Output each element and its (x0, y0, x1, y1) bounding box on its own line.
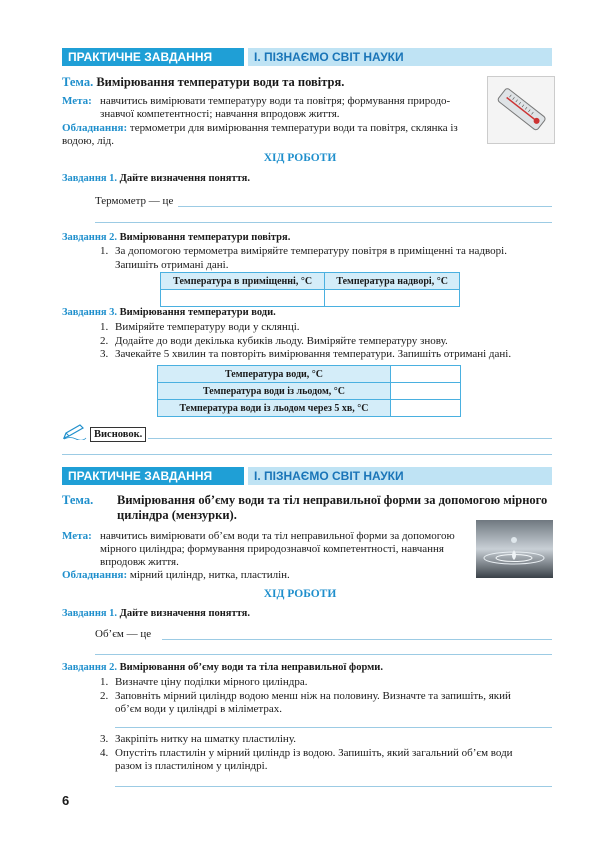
table-row-header: Температура води, °С (158, 366, 391, 383)
task-1-heading (62, 608, 250, 619)
table-row-header: Температура води із льодом через 5 хв, °С (158, 400, 391, 417)
table-input-cell[interactable] (161, 290, 325, 307)
list-number: 2. (100, 689, 109, 702)
water-temperature-table (157, 365, 461, 417)
banner-section-title: І. ПІЗНАЄМО СВІТ НАУКИ (248, 48, 552, 66)
list-number: 4. (100, 746, 109, 759)
equipment-text: мірний циліндр, нитка, пластилін. (129, 569, 290, 581)
page-number: 6 (62, 793, 70, 808)
task-text: Дайте визначення поняття. (119, 608, 250, 619)
section-banner (62, 467, 552, 485)
answer-line[interactable] (95, 654, 552, 655)
task-label: Завдання 1. (62, 608, 118, 619)
term-thermometer: Термометр — це (95, 195, 174, 207)
topic-label: Тема. (62, 493, 94, 507)
goal-text-line: навчитись вимірювати об’єм води та тіл неправильної форми за допомогою (100, 530, 455, 542)
goal-text-line: мірного циліндра; формування природознавчої компетентності, навчання (100, 543, 444, 555)
answer-line[interactable] (162, 639, 552, 640)
task-text: Вимірювання об’єму води та тіла неправильної форми. (119, 662, 383, 673)
list-item-text: об’єм води у циліндрі в міліметрах. (115, 703, 283, 715)
task-2-list-continued (100, 733, 555, 774)
list-item-text: Опустіть пластилін у мірний циліндр із водою. Запишіть, який загальний об’єм води (115, 746, 513, 759)
task-1-heading (62, 173, 250, 184)
topic-label: Тема. (62, 75, 94, 89)
section-banner (62, 48, 552, 66)
table-row-header: Температура води із льодом, °С (158, 383, 391, 400)
banner-section-title: І. ПІЗНАЄМО СВІТ НАУКИ (248, 467, 552, 485)
list-number: 2. (100, 334, 109, 347)
topic-text: Вимірювання температури води та повітря. (96, 75, 345, 89)
task-label: Завдання 2. (62, 232, 118, 243)
task-3-heading (62, 307, 276, 318)
answer-line[interactable] (178, 206, 552, 207)
equipment-block (62, 569, 482, 582)
list-item-text: Закріпіть нитку на шматку пластиліну. (115, 733, 296, 745)
task-label: Завдання 2. (62, 662, 118, 673)
equipment-text: термометри для вимірювання температури води та повітря, склянка із (129, 122, 458, 134)
task-label: Завдання 3. (62, 307, 118, 318)
equipment-block (62, 122, 487, 148)
task-label: Завдання 1. (62, 173, 118, 184)
thermometer-image (487, 76, 555, 144)
task-2-heading (62, 232, 290, 243)
topic-text-line: циліндра (мензурки). (117, 508, 237, 522)
task-text: Вимірювання температури води. (119, 307, 276, 318)
list-number: 1. (100, 245, 109, 257)
goal-label: Мета: (62, 530, 92, 542)
table-input-cell[interactable] (391, 366, 461, 383)
list-item-text: разом із пластиліном у циліндрі. (115, 760, 268, 772)
list-item-text: Запишіть отримані дані. (115, 258, 229, 271)
table-input-cell[interactable] (325, 290, 460, 307)
list-number: 1. (100, 321, 109, 333)
water-drop-image (476, 520, 553, 578)
equipment-text-line: водою, лід. (62, 135, 115, 147)
term-volume: Об’єм — це (95, 628, 152, 640)
pencil-icon (62, 424, 88, 440)
goal-block (62, 530, 482, 569)
workflow-heading: ХІД РОБОТИ (263, 152, 337, 164)
goal-text-line: навчитись вимірювати температуру води та повітря; формування природо- (100, 95, 451, 107)
task-2-heading (62, 662, 383, 673)
answer-line[interactable] (115, 727, 552, 728)
answer-line[interactable] (95, 222, 552, 223)
answer-line[interactable] (148, 438, 552, 439)
equipment-label: Обладнання: (62, 569, 128, 581)
answer-line[interactable] (115, 786, 552, 787)
task-text: Дайте визначення поняття. (119, 173, 250, 184)
goal-text-line: впродовж життя. (100, 556, 179, 568)
banner-practical-task: ПРАКТИЧНЕ ЗАВДАННЯ (62, 48, 244, 66)
topic-text-line: Вимірювання об’єму води та тіл неправильної форми за допомогою мірного (117, 493, 548, 507)
topic (62, 493, 557, 523)
answer-line[interactable] (62, 454, 552, 455)
banner-practical-task: ПРАКТИЧНЕ ЗАВДАННЯ (62, 467, 244, 485)
conclusion-label: Висновок. (90, 427, 146, 442)
list-number: 1. (100, 676, 109, 688)
task-2-list (100, 245, 552, 272)
list-number: 3. (100, 733, 109, 745)
table-header: Температура надворі, °С (325, 273, 460, 290)
list-item-text: Додайте до води декілька кубиків льоду. Виміряйте температуру знову. (115, 334, 448, 347)
task-3-list (100, 321, 560, 362)
table-header: Температура в приміщенні, °С (161, 273, 325, 290)
air-temperature-table (160, 272, 460, 307)
goal-text-line: знавчої компетентності; навчання впродовж життя. (100, 108, 340, 120)
workflow-heading: ХІД РОБОТИ (263, 588, 337, 600)
table-input-cell[interactable] (391, 400, 461, 417)
equipment-label: Обладнання: (62, 122, 128, 134)
topic (62, 75, 344, 90)
goal-label: Мета: (62, 95, 92, 107)
list-item-text: Виміряйте температуру води у склянці. (115, 321, 300, 333)
list-number: 3. (100, 348, 109, 360)
task-text: Вимірювання температури повітря. (119, 232, 291, 243)
task-2-list (100, 676, 555, 717)
goal-block (62, 95, 482, 121)
list-item-text: Заповніть мірний циліндр водою менш ніж на половину. Визначте та запишіть, який (115, 689, 511, 702)
list-item-text: Визначте ціну поділки мірного циліндра. (115, 676, 308, 688)
list-item-text: Зачекайте 5 хвилин та повторіть вимірювання температури. Запишіть отримані дані. (115, 348, 512, 360)
table-input-cell[interactable] (391, 383, 461, 400)
list-item-text: За допомогою термометра виміряйте температуру повітря в приміщенні та надворі. (115, 245, 507, 257)
